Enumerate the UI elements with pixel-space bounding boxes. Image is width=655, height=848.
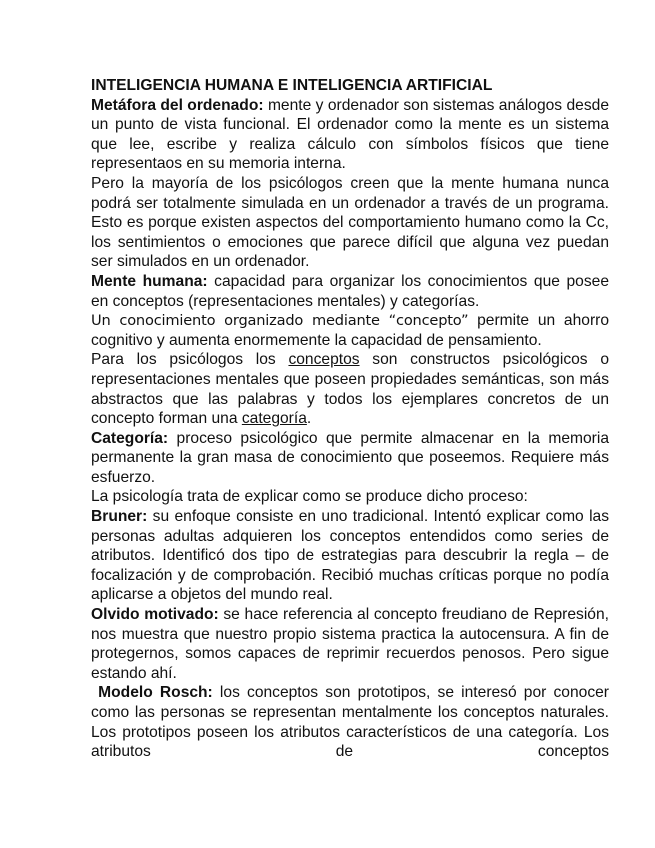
term-label: Olvido motivado: <box>91 606 219 624</box>
paragraph-bruner <box>91 507 609 605</box>
paragraph-categoria <box>91 429 609 488</box>
document-title: INTELIGENCIA HUMANA E INTELIGENCIA ARTIFICIAL <box>91 77 493 94</box>
term-label: Mente humana: <box>91 272 208 290</box>
paragraph-mente-humana <box>91 272 609 311</box>
paragraph-modelo-rosch <box>91 683 609 761</box>
paragraph-text: son constructos psicológicos o representaciones mentales que poseen propiedades semánticas, son más abstractos que las palabras y todos los ejemplares concretos de un concepto forman una <box>91 351 609 428</box>
document-page <box>91 76 609 762</box>
term-label: Categoría: <box>91 429 169 447</box>
term-label: Metáfora del ordenado: <box>91 96 264 114</box>
term-label: Modelo Rosch: <box>98 684 213 702</box>
paragraph-text: proceso psicológico que permite almacenar en la memoria permanente la gran masa de conocimiento que poseemos. Requiere más esfuerzo. <box>91 429 609 486</box>
paragraph-olvido-motivado <box>91 605 609 683</box>
paragraph-text: capacidad para organizar los conocimientos que posee en conceptos (representaciones mentales) y categorías. <box>91 272 609 310</box>
paragraph-psicologos: Pero la mayoría de los psicólogos creen que la mente humana nunca podrá ser totalmente simulada en un ordenador a través de un programa. Esto es porque existen aspectos del comportamiento humano como la Cc, los sentimientos o emociones que parece difícil que alguna vez puedan ser simulados en un ordenador. <box>91 174 609 271</box>
paragraph-text: . <box>306 410 312 428</box>
paragraph-metafora <box>91 96 609 174</box>
paragraph-text: su enfoque consiste en uno tradicional. Intentó explicar como las personas adultas adquieren los conceptos entendidos como series de atributos. Identificó dos tipo de estrategias para descubrir la regla – de focalización y de comprobación. Recibió muchas críticas porque no podía aplicarse a objetos del mundo real. <box>91 508 609 604</box>
underlined-term-categoria: categoría <box>241 410 307 428</box>
paragraph-conocimiento <box>91 311 609 350</box>
paragraph-text: mente y ordenador son sistemas análogos desde un punto de vista funcional. El ordenador como la mente es un sistema que lee, escribe y realiza cálculo con símbolos físicos que tiene representaos en su memoria interna. <box>91 96 609 173</box>
paragraph-conceptos <box>91 350 609 428</box>
paragraph-text: se hace referencia al concepto freudiano de Represión, nos muestra que nuestro propio sistema practica la autocensura. A fin de protegernos, somos capaces de reprimir recuerdos penosos. Pero sigue estando ahí. <box>91 606 609 682</box>
paragraph-text: permite un ahorro cognitivo y aumenta enormemente la capacidad de pensamiento. <box>91 312 610 349</box>
paragraph-text-light: Un conocimiento organizado mediante “concepto” <box>91 312 469 330</box>
paragraph-text: los conceptos son prototipos, se interesó por conocer como las personas se representan mentalmente los conceptos naturales. Los prototipos poseen los atributos característicos de una categoría. Los atributos de conceptos <box>91 684 609 761</box>
term-label: Bruner: <box>91 508 148 526</box>
paragraph-text: Para los psicólogos los <box>91 351 289 369</box>
underlined-term-conceptos: conceptos <box>288 351 360 369</box>
paragraph-psicologia: La psicología trata de explicar como se produce dicho proceso: <box>91 488 528 506</box>
